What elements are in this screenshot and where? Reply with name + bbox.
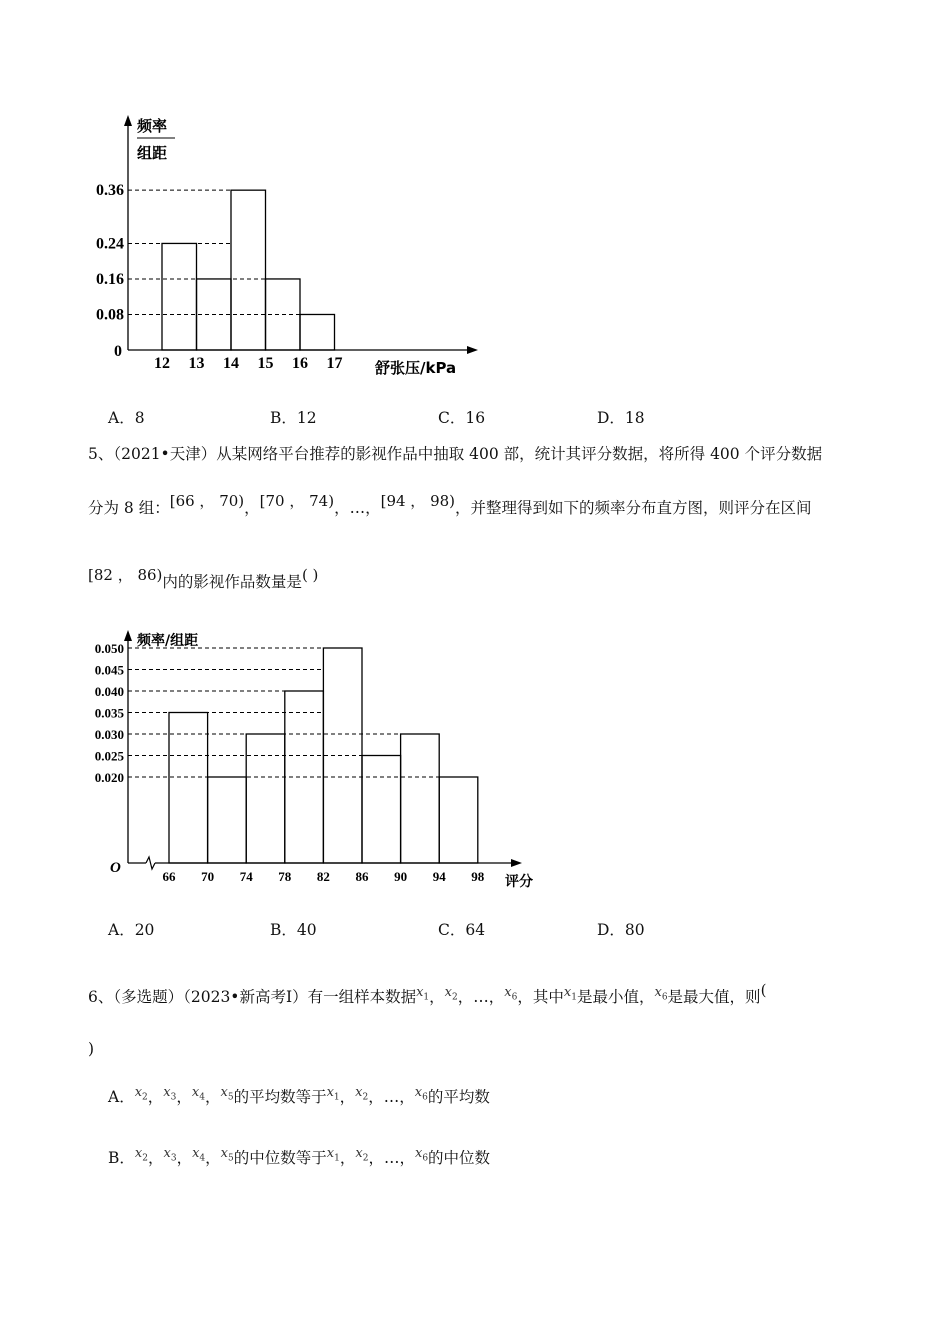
var-x6: x6 — [414, 1085, 428, 1103]
q5-answer-blank[interactable]: ( ) — [301, 566, 319, 584]
var-x2: x2 — [355, 1146, 369, 1164]
y-axis-label: 频率/组距 — [137, 633, 199, 649]
q5-option-b[interactable]: B．40 — [270, 921, 317, 939]
y-axis-arrow — [124, 630, 132, 641]
q5-interval-94-98: [94 ， 98) — [380, 492, 456, 510]
var-x6: x6 — [414, 1146, 429, 1164]
x-tick-label: 82 — [316, 869, 330, 884]
y-tick-label: 0.020 — [94, 770, 124, 785]
q6-stem-mid2: 是最小值， — [576, 988, 655, 1006]
q6-option-b[interactable]: B．$^{x_2}$，$^{x_3}$，$^{x_4}$，$^{x_5}$的中位数等于$^{x_1}$，$^{x_2}$，…，$^{x_6}$的中位数 — [108, 1146, 491, 1167]
histogram-bar — [246, 734, 285, 863]
y-tick-label: 0.08 — [96, 306, 124, 324]
q4-option-a[interactable]: A．8 — [108, 409, 145, 427]
q5-line3 — [88, 566, 319, 592]
q5-line2-prefix: 分为 8 组： — [88, 499, 170, 517]
x-tick-label: 90 — [394, 869, 408, 884]
histogram-bar — [231, 190, 266, 350]
x-tick-label: 16 — [292, 355, 308, 372]
var-x1: x1 — [563, 985, 577, 1003]
var-x1: x1 — [416, 985, 430, 1003]
x-axis-label: 评分 — [505, 874, 533, 890]
x-axis-arrow — [467, 346, 478, 354]
x-tick-label: 78 — [278, 869, 292, 884]
x-tick-label: 74 — [239, 869, 253, 884]
q4-option-b[interactable]: B．12 — [270, 409, 317, 427]
x-axis-label: 舒张压/kPa — [375, 359, 457, 377]
blood-pressure-histogram — [70, 105, 490, 390]
x-tick-label: 86 — [355, 869, 369, 884]
origin-label: O — [110, 860, 121, 876]
histogram-bar — [323, 648, 362, 863]
var-x3: x3 — [163, 1085, 177, 1103]
x-tick-label: 17 — [326, 355, 343, 372]
var-x4: x4 — [191, 1085, 205, 1103]
var-x5: x5 — [220, 1085, 234, 1103]
q5-ellipsis: ，…， — [334, 499, 381, 517]
y-tick-label: 0.16 — [96, 270, 124, 288]
histogram-bar — [439, 777, 478, 863]
y-axis-label-bottom: 组距 — [137, 144, 168, 162]
q6-option-a[interactable]: A．$^{x_2}$，$^{x_3}$，$^{x_4}$，$^{x_5}$的平均数等于$^{x_1}$，$^{x_2}$，…，$^{x_6}$的平均数 — [108, 1085, 490, 1106]
x-tick-label: 12 — [154, 355, 170, 372]
var-x2: x2 — [134, 1085, 148, 1103]
q5-line3-suffix: 内的影视作品数量是 — [162, 573, 302, 591]
y-tick-label: 0.040 — [94, 684, 124, 699]
q5-option-d[interactable]: D．80 — [597, 921, 645, 939]
y-axis-label-top: 频率 — [137, 117, 168, 135]
histogram-bar — [300, 314, 335, 350]
rating-histogram — [80, 622, 550, 897]
x-tick-label: 70 — [201, 869, 215, 884]
y-axis-arrow — [124, 115, 132, 126]
y-tick-label: 0.030 — [94, 727, 124, 742]
q5-interval-66-70: [66 ， 70) — [169, 492, 245, 510]
y-tick-label: 0.24 — [96, 235, 124, 253]
q6-paren-open: ( — [760, 981, 767, 999]
q6-stem-prefix: 6、（多选题）（2023•新高考Ⅰ）有一组样本数据 — [88, 988, 417, 1006]
var-x2: x2 — [134, 1146, 148, 1164]
q4-option-d[interactable]: D．18 — [597, 409, 645, 427]
histogram-bar — [401, 734, 440, 863]
y-tick-label: 0.36 — [96, 182, 124, 200]
x-tick-label: 14 — [223, 355, 239, 372]
histogram-bar — [208, 777, 247, 863]
q6-line1: 6、（多选题）（2023•新高考Ⅰ）有一组样本数据$^{x_1}$，$^{x_2}$，…，$^{x_6}$，其中$^{x_1}$是最小值，$^{x_6}$是最大值，则( — [88, 981, 767, 1006]
y-tick-label: 0.025 — [94, 748, 124, 764]
var-x2: x2 — [355, 1085, 369, 1103]
origin-label: 0 — [114, 343, 122, 360]
y-tick-label: 0.035 — [94, 705, 124, 721]
x-tick-label: 98 — [471, 869, 485, 884]
q5-line1: 5、（2021•天津）从某网络平台推荐的影视作品中抽取 400 部，统计其评分数据，将所得 400 个评分数据 — [88, 445, 823, 463]
var-x2: x2 — [444, 985, 458, 1003]
x-tick-label: 13 — [188, 355, 205, 372]
q5-interval-70-74: [70 ， 74) — [259, 492, 335, 510]
histogram-bar — [169, 713, 208, 864]
histogram-bar — [362, 756, 401, 864]
var-x1: x1 — [326, 1146, 340, 1164]
var-x3: x3 — [163, 1146, 177, 1164]
y-tick-label: 0.045 — [94, 662, 124, 678]
x-tick-label: 94 — [432, 869, 446, 884]
q4-option-c[interactable]: C．16 — [438, 409, 486, 427]
q5-line2: 分为 8 组：[66 ， 70)，[70 ， 74)，…，[94 ， 98)，并整理得到如下的频率分布直方图，则评分在区间 — [88, 492, 812, 517]
q6-stem-mid: ，其中 — [517, 988, 564, 1006]
var-x1: x1 — [326, 1085, 340, 1103]
histogram-bar — [162, 243, 197, 350]
q6-stem-suffix: 是最大值，则 — [667, 988, 761, 1006]
x-tick-label: 15 — [257, 355, 274, 372]
q5-option-c[interactable]: C．64 — [438, 921, 486, 939]
var-x6: x6 — [654, 985, 668, 1003]
q5-interval-82-86: [82 ， 86) — [88, 566, 163, 584]
var-x4: x4 — [192, 1146, 206, 1164]
q5-option-a[interactable]: A．20 — [108, 921, 155, 939]
var-x6: x6 — [504, 985, 518, 1003]
x-axis-arrow — [511, 859, 522, 867]
q6-paren-close[interactable]: ) — [88, 1040, 95, 1058]
x-axis-break — [146, 857, 155, 869]
x-tick-label: 66 — [162, 869, 176, 884]
y-tick-label: 0.050 — [94, 641, 124, 656]
q5-line2-suffix: ，并整理得到如下的频率分布直方图，则评分在区间 — [455, 499, 812, 517]
var-x5: x5 — [220, 1146, 234, 1164]
